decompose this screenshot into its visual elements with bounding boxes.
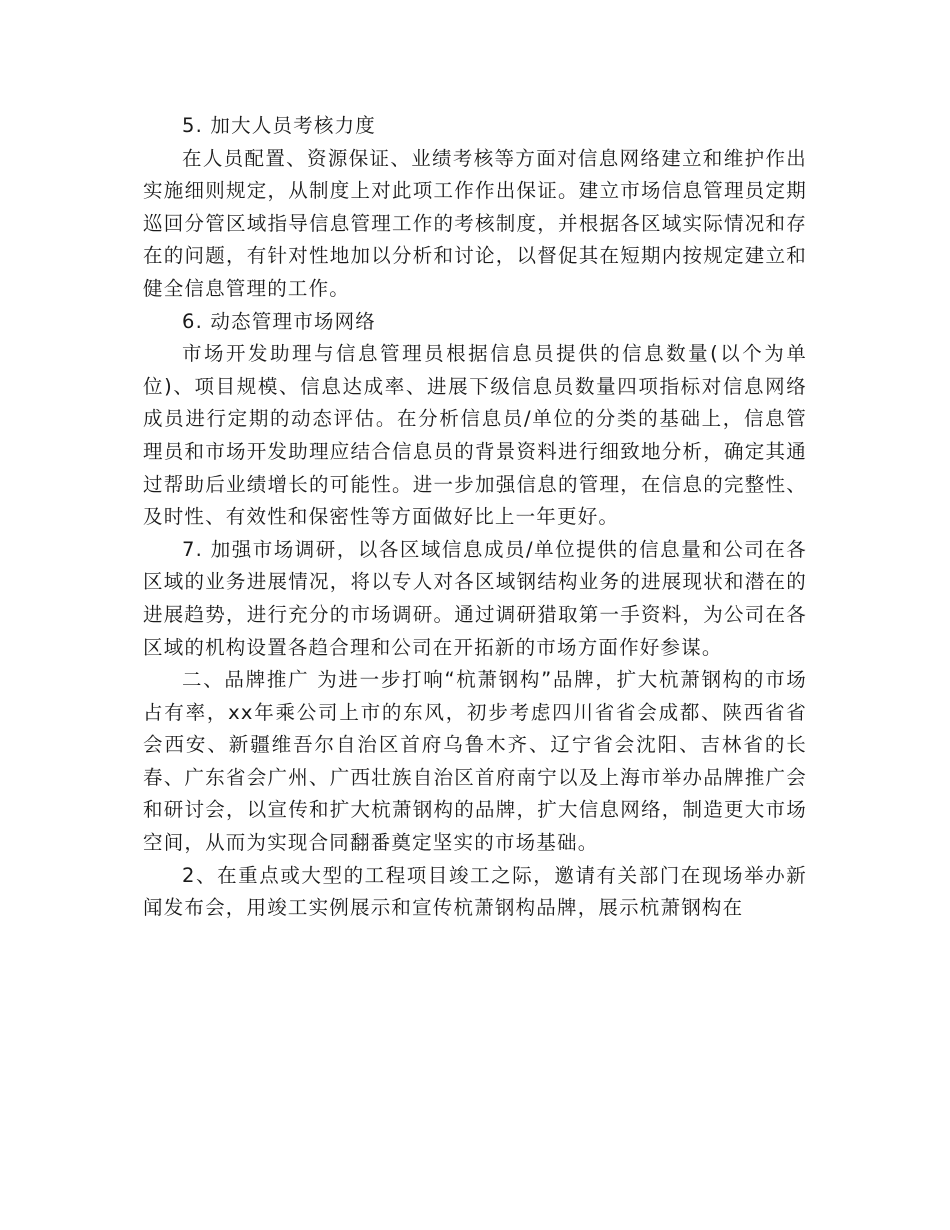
section-heading-6: 6. 动态管理市场网络: [182, 309, 377, 333]
paragraph-assessment: 在人员配置、资源保证、业绩考核等方面对信息网络建立和维护作出实施细则规定，从制度上对此项工作作出保证。建立市场信息管理员定期巡回分管区域指导信息管理工作的考核制度，并根据各区域实际情况和存在的问题，有针对性地加以分析和讨论，以督促其在短期内按规定建立和健全信息管理的工作。: [143, 146, 807, 300]
paragraph-market-research: 7. 加强市场调研，以各区域信息成员/单位提供的信息量和公司在各区域的业务进展情况，将以专人对各区域钢结构业务的进展现状和潜在的进展趋势，进行充分的市场调研。通过调研猎取第一手资料，为公司在各区域的机构设置各趋合理和公司在开拓新的市场方面作好参谋。: [143, 537, 807, 659]
paragraph-brand-promotion: 二、品牌推广 为进一步打响“杭萧钢构”品牌，扩大杭萧钢构的市场占有率，xx年乘公司上市的东风，初步考虑四川省省会成都、陕西省省会西安、新疆维吾尔自治区首府乌鲁木齐、辽宁省会沈阳、吉林省的长春、广东省会广州、广西壮族自治区首府南宁以及上海市举办品牌推广会和研讨会，以宣传和扩大杭萧钢构的品牌，扩大信息网络，制造更大市场空间，从而为实现合同翻番奠定坚实的市场基础。: [143, 668, 807, 855]
document-body: [143, 110, 807, 925]
section-heading-5: 5. 加大人员考核力度: [182, 114, 377, 137]
paragraph-dynamic-management: 市场开发助理与信息管理员根据信息员提供的信息数量(以个为单位)、项目规模、信息达成率、进展下级信息员数量四项指标对信息网络成员进行定期的动态评估。在分析信息员/单位的分类的基础上，信息管理员和市场开发助理应结合信息员的背景资料进行细致地分析，确定其通过帮助后业绩增长的可能性。进一步加强信息的管理，在信息的完整性、及时性、有效性和保密性等方面做好比上一年更好。: [143, 342, 807, 529]
paragraph-press-conference: 2、在重点或大型的工程项目竣工之际，邀请有关部门在现场举办新闻发布会，用竣工实例展示和宣传杭萧钢构品牌，展示杭萧钢构在: [143, 863, 807, 920]
